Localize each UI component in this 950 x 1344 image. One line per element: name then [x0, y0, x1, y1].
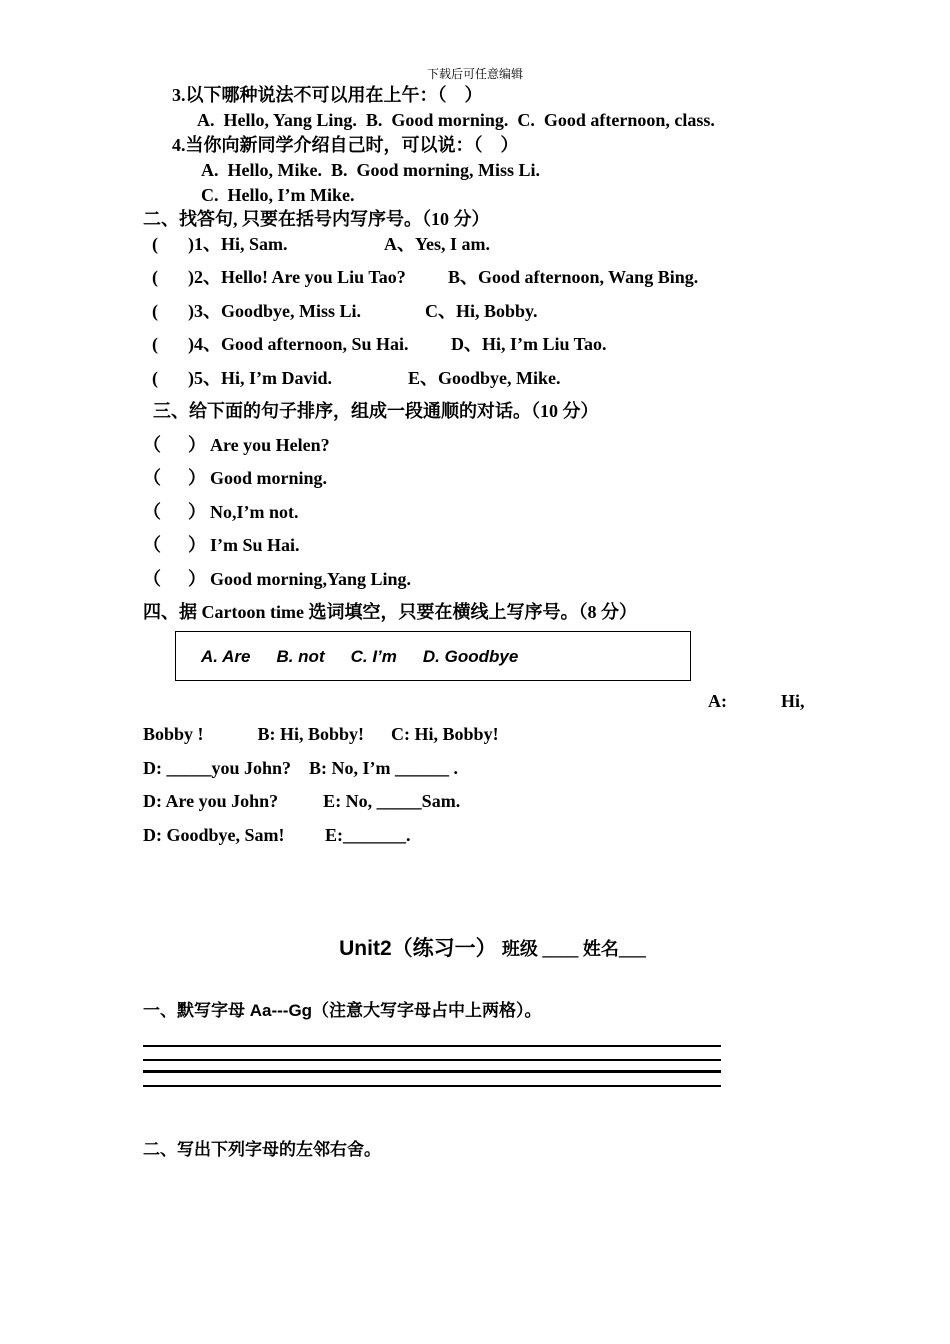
ordering-text: Are you Helen? [210, 435, 330, 455]
word-bank-box [175, 631, 691, 681]
match-bracket: ( [152, 301, 158, 321]
match-question: )4、Good afternoon, Su Hai. [188, 334, 409, 354]
match-bracket: ( [152, 368, 158, 388]
writing-line-bottom [143, 1085, 721, 1087]
match-question: )3、Goodbye, Miss Li. [188, 301, 362, 321]
ordering-bracket: （ ） [143, 435, 206, 455]
word-option: A. Are [201, 647, 251, 666]
page-header-note: 下载后可任意编辑 [426, 67, 523, 81]
match-bracket: ( [152, 267, 158, 287]
dialogue-line-a-label: A: [708, 691, 727, 711]
word-option: C. I’m [350, 647, 397, 666]
match-answer: D、Hi, I’m Liu Tao. [451, 334, 607, 354]
section-2-title: 二、找答句, 只要在括号内写序号。（10 分） [143, 209, 490, 229]
writing-line-base [143, 1070, 721, 1073]
dialogue-line-4: D: Goodbye, Sam! E:_______. [143, 825, 411, 845]
match-answer: A、Yes, I am. [384, 234, 490, 254]
match-answer: B、Good afternoon, Wang Bing. [448, 267, 699, 287]
match-answer: E、Goodbye, Mike. [408, 368, 561, 388]
section-4-title: 四、据 Cartoon time 选词填空，只要在横线上写序号。（8 分） [143, 602, 637, 622]
match-answer: C、Hi, Bobby. [425, 301, 538, 321]
question-3-stem: 3.以下哪种说法不可以用在上午：（ ） [172, 85, 483, 105]
dialogue-line-a-text: Hi, [781, 691, 805, 711]
match-bracket: ( [152, 234, 158, 254]
ordering-text: Good morning. [210, 468, 328, 488]
ordering-text: Good morning,Yang Ling. [210, 569, 412, 589]
word-bank-options [201, 646, 544, 668]
ordering-bracket: （ ） [143, 569, 206, 589]
writing-line-top [143, 1045, 721, 1047]
question-4-options-line1: A. Hello, Mike. B. Good morning, Miss Li. [201, 160, 541, 180]
writing-line-upper-mid [143, 1059, 721, 1061]
question-3-options: A. Hello, Yang Ling. B. Good morning. C. Good afternoon, class. [197, 110, 715, 130]
question-4-stem: 4.当你向新同学介绍自己时，可以说：（ ） [172, 135, 519, 155]
ordering-bracket: （ ） [143, 468, 206, 488]
unit2-title: Unit2（练习一） [339, 937, 497, 960]
dialogue-line-1: Bobby ! B: Hi, Bobby! C: Hi, Bobby! [143, 724, 499, 744]
dialogue-line-2: D: _____you John? B: No, I’m ______ . [143, 758, 459, 778]
unit2-heading [0, 935, 950, 962]
match-question: )2、Hello! Are you Liu Tao? [188, 267, 406, 287]
ordering-bracket: （ ） [143, 502, 206, 522]
ordering-text: I’m Su Hai. [210, 535, 300, 555]
ordering-bracket: （ ） [143, 535, 206, 555]
unit2-question-2: 二、写出下列字母的左邻右舍。 [143, 1140, 381, 1159]
section-3-title: 三、给下面的句子排序，组成一段通顺的对话。（10 分） [153, 401, 599, 421]
word-option: B. not [276, 647, 325, 666]
question-4-options-line2: C. Hello, I’m Mike. [201, 185, 355, 205]
match-bracket: ( [152, 334, 158, 354]
ordering-text: No,I’m not. [210, 502, 299, 522]
match-question: )1、Hi, Sam. [188, 234, 288, 254]
unit2-question-1: 一、默写字母 Aa---Gg（注意大写字母占中上两格）。 [143, 1001, 542, 1020]
dialogue-line-3: D: Are you John? E: No, _____Sam. [143, 791, 461, 811]
unit2-class-name-label: 班级 ____ 姓名___ [501, 939, 646, 959]
word-option: D. Goodbye [422, 647, 519, 666]
match-question: )5、Hi, I’m David. [188, 368, 332, 388]
